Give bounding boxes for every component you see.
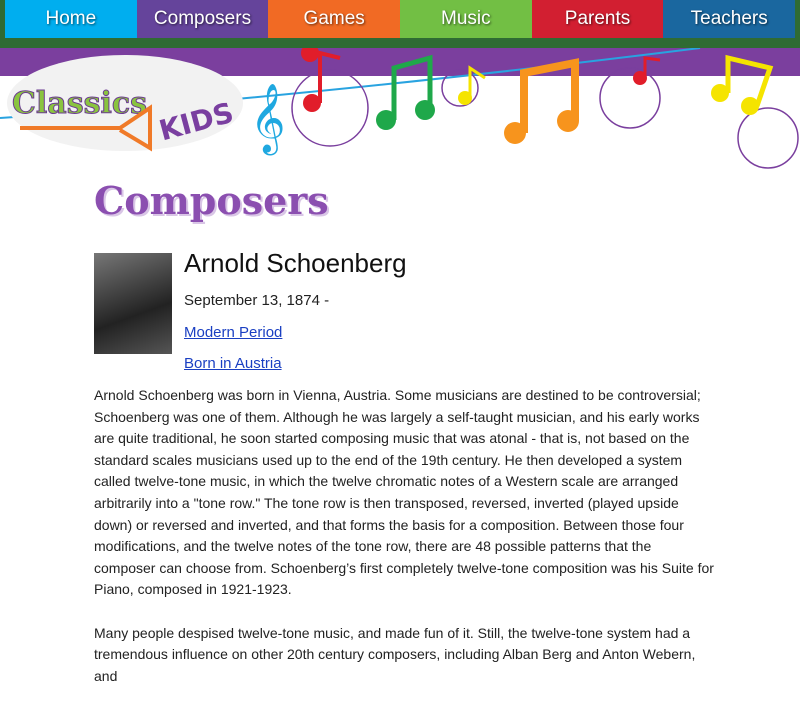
composer-portrait	[94, 253, 172, 354]
music-note-icon	[458, 68, 485, 105]
page-title: Composers	[94, 178, 329, 223]
nav-music[interactable]: Music	[400, 0, 532, 38]
music-note-icon	[376, 58, 435, 130]
composer-name: Arnold Schoenberg	[184, 248, 407, 278]
nav-home[interactable]: Home	[5, 0, 137, 38]
music-note-icon	[504, 63, 579, 144]
svg-text:KIDS: KIDS	[155, 95, 238, 148]
classics-for-kids-logo[interactable]	[7, 55, 243, 151]
bio-paragraph: Arnold Schoenberg was born in Vienna, Austria. Some musicians are destined to be controversial; Schoenberg was one of them. Although he was largely a self-taught musician, and his early works are quite traditional, he soon started composing music that was atonal - that is, not based on the standard scales musicians used up to the end of the 19th century. He then developed a system called twelve-tone music, in which the twelve chromatic notes of a Western scale are arranged arbitrarily into a "tone row." The tone row is then transposed, reversed, inverted (played upside down) or reversed and inverted, and that forms the basis for a composition. Between those four modifications, and the twelve notes of the tone row, there are 48 possible patterns that the composer can choose from. Schoenberg’s first completely twelve-tone composition was his Suite for Piano, composed in 1921-1923.	[94, 387, 714, 598]
bio-paragraph: Many people despised twelve-tone music, and made fun of it. Still, the twelve-tone system had a tremendous influence on other 20th century composers, including Alban Berg and Anton Webern, and	[94, 624, 696, 684]
nav-teachers[interactable]: Teachers	[663, 0, 795, 38]
treble-clef-icon: 𝄞	[250, 84, 286, 151]
music-note-icon	[633, 58, 660, 85]
nav-frame	[0, 0, 800, 48]
period-link[interactable]: Modern Period	[184, 324, 283, 341]
nav-composers[interactable]: Composers	[137, 0, 269, 38]
country-link[interactable]: Born in Austria	[184, 355, 282, 372]
music-notes-banner[interactable]	[0, 48, 800, 173]
svg-text:Classics: Classics	[12, 86, 148, 121]
music-note-icon	[301, 48, 340, 112]
music-note-icon	[711, 58, 770, 115]
main-nav	[5, 0, 795, 38]
biography	[94, 385, 716, 709]
nav-games[interactable]: Games	[268, 0, 400, 38]
nav-parents[interactable]: Parents	[532, 0, 664, 38]
composer-dates: September 13, 1874 -	[184, 292, 330, 309]
